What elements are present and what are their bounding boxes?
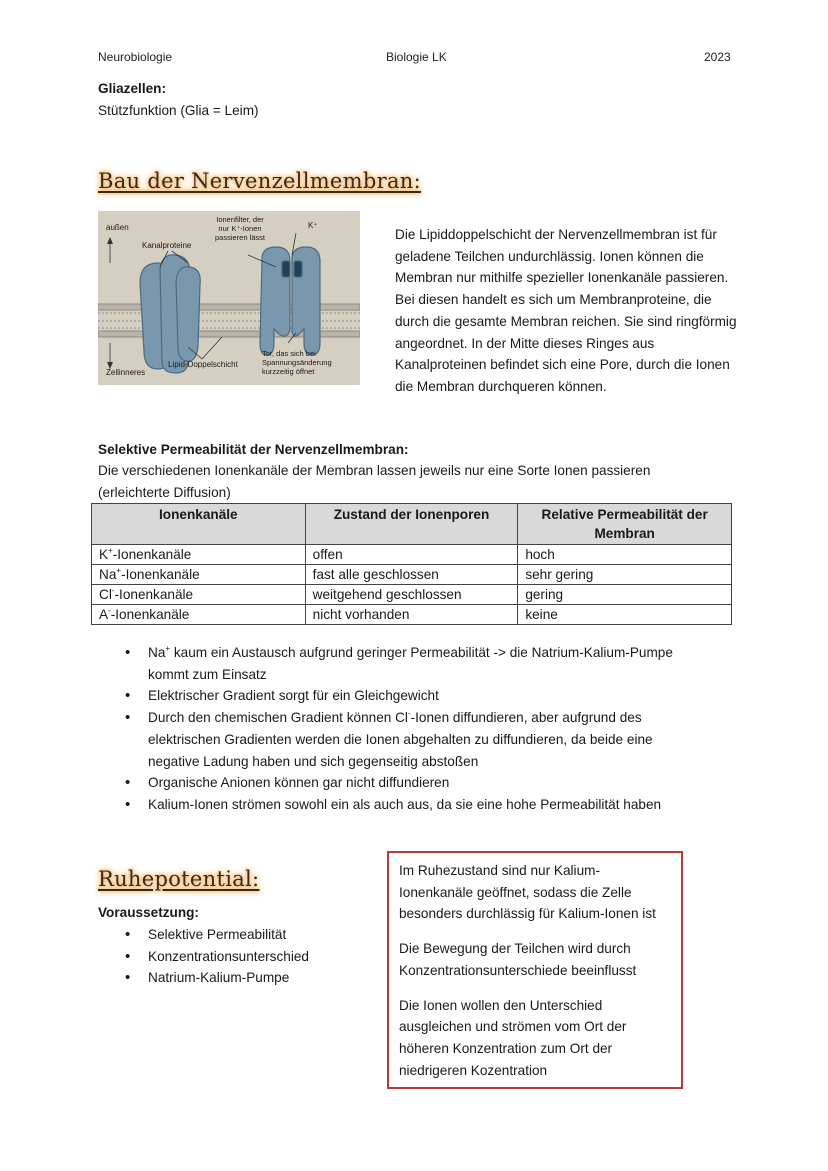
ion-suffix: -Ionenkanäle xyxy=(110,607,190,622)
table-row xyxy=(92,545,732,565)
bullet-text: -Ionen diffundieren, aber aufgrund des xyxy=(410,710,642,726)
table-row xyxy=(92,585,732,605)
bullet-text: Durch den chemischen Gradient können Cl xyxy=(148,710,408,726)
bullet-text: kaum ein Austausch aufgrund geringer Permeabilität -> die Natrium-Kalium-Pumpe xyxy=(170,645,673,660)
ion-symbol: Na xyxy=(99,567,117,582)
ion-symbol: K xyxy=(99,547,109,562)
list-item xyxy=(121,707,761,772)
figure-label-gate-line: Tor, das sich bei xyxy=(262,349,316,358)
header-year: 2023 xyxy=(704,50,731,64)
list-item: • Selektive Permeabilität xyxy=(121,924,361,946)
resting-potential-box xyxy=(387,851,683,1089)
bullet-sup: - xyxy=(407,709,411,719)
header-course: Biologie LK xyxy=(386,50,447,64)
ion-suffix: -Ionenkanäle xyxy=(112,547,192,562)
ion-symbol: Cl xyxy=(99,587,112,602)
figure-label-filter xyxy=(208,215,272,242)
table-cell-state: fast alle geschlossen xyxy=(305,565,518,585)
table-cell-channel xyxy=(92,565,306,585)
figure-label-gate-line: kurzzeitig öffnet xyxy=(262,367,315,376)
table-cell-permeability: sehr gering xyxy=(518,565,732,585)
figure-label-filter-line: passieren lässt xyxy=(214,233,266,242)
ion-suffix: -Ionenkanäle xyxy=(114,587,194,602)
permeability-table xyxy=(91,503,732,625)
glia-title: Gliazellen: xyxy=(98,81,166,96)
permeability-title: Selektive Permeabilität der Nervenzellmembran: xyxy=(98,442,409,457)
table-cell-channel xyxy=(92,605,306,625)
table-header-row xyxy=(92,504,732,545)
list-item: • Elektrischer Gradient sorgt für ein Gleichgewicht xyxy=(121,685,761,707)
table-header-permeability: Relative Permeabilität der Membran xyxy=(518,504,732,545)
membrane-paragraph: Die Lipiddoppelschicht der Nervenzellmembran ist für geladene Teilchen undurchlässig. Ionen können die Membran nur mithilfe spezieller Ionenkanäle passieren. Bei diesen handelt es sich um Membranproteine, die durch die gesamte Membran reichen. Sie sind ringförmig angeordnet. In der Mitte dieses Ringes aus Kanalproteinen befindet sich eine Pore, durch die Ionen die Membran durchqueren können. xyxy=(395,227,737,394)
prereq-list xyxy=(121,924,361,989)
bullet-text: elektrischen Gradienten werden die Ionen abgehalten zu diffundieren, da beide eine xyxy=(148,731,653,747)
ion-symbol: A xyxy=(99,607,109,622)
table-header-state: Zustand der Ionenporen xyxy=(305,504,518,545)
bullet-sup: + xyxy=(165,644,171,653)
ion-suffix: -Ionenkanäle xyxy=(121,567,200,582)
section-title-membrane: Bau der Nervenzellmembran: xyxy=(98,169,421,193)
figure-label-gate-line: Spannungsänderung xyxy=(262,358,332,367)
list-item: • Natrium-Kalium-Pumpe xyxy=(121,967,361,989)
figure-label-potassium: K⁺ xyxy=(308,221,318,230)
ion-charge: + xyxy=(108,546,113,555)
ion-charge: + xyxy=(116,566,122,575)
glia-text: Stützfunktion (Glia = Leim) xyxy=(98,103,259,118)
ion-charge: - xyxy=(108,606,111,615)
table-cell-state: nicht vorhanden xyxy=(305,605,518,625)
table-cell-state: weitgehend geschlossen xyxy=(305,585,518,605)
box-paragraph: Im Ruhezustand sind nur Kalium-Ionenkanäle geöffnet, sodass die Zelle besonders durchlässig für Kalium-Ionen ist xyxy=(399,863,656,922)
permeability-intro-2: (erleichterte Diffusion) xyxy=(98,485,231,500)
figure-label-filter-line: nur K⁺-Ionen xyxy=(218,224,262,233)
box-paragraph: Die Bewegung der Teilchen wird durch Konzentrationsunterschiede beeinflusst xyxy=(399,941,637,978)
list-item xyxy=(121,642,761,685)
membrane-figure xyxy=(98,211,360,385)
list-item: • Konzentrationsunterschied xyxy=(121,946,361,968)
figure-label-filter-line: Ionenfilter, der xyxy=(216,215,264,224)
figure-label-gate xyxy=(262,349,332,376)
figure-label-outside: außen xyxy=(106,223,129,232)
figure-label-inside: Zellinneres xyxy=(106,368,146,377)
box-paragraph: Die Ionen wollen den Unterschied ausgleichen und strömen vom Ort der höheren Konzentration zum Ort der niedrigeren Kozentration xyxy=(399,997,627,1078)
prereq-title: Voraussetzung: xyxy=(98,905,199,920)
section-title-resting-potential: Ruhepotential: xyxy=(98,867,260,891)
figure-label-bilayer: Lipid-Doppelschicht xyxy=(168,360,238,369)
bullet-text: kommt zum Einsatz xyxy=(148,666,267,682)
list-item: • Kalium-Ionen strömen sowohl ein als auch aus, da sie eine hohe Permeabilität haben xyxy=(121,794,761,816)
bullet-text: Na xyxy=(148,645,166,660)
list-item: • Organische Anionen können gar nicht diffundieren xyxy=(121,772,761,794)
ion-charge: - xyxy=(111,586,115,595)
table-cell-permeability: hoch xyxy=(518,545,732,565)
table-header-channels: Ionenkanäle xyxy=(92,504,306,545)
table-cell-channel xyxy=(92,545,306,565)
permeability-bullets xyxy=(121,642,761,816)
table-row xyxy=(92,565,732,585)
table-cell-permeability: gering xyxy=(518,585,732,605)
header-subject: Neurobiologie xyxy=(98,50,173,64)
table-cell-state: offen xyxy=(305,545,518,565)
table-cell-permeability: keine xyxy=(518,605,732,625)
permeability-intro: Die verschiedenen Ionenkanäle der Membran lassen jeweils nur eine Sorte Ionen passieren xyxy=(98,463,651,478)
table-row xyxy=(92,605,732,625)
figure-label-proteins: Kanalproteine xyxy=(142,241,192,250)
table-cell-channel xyxy=(92,585,306,605)
bullet-text: negative Ladung haben und sich gegenseitig abstoßen xyxy=(148,753,479,769)
